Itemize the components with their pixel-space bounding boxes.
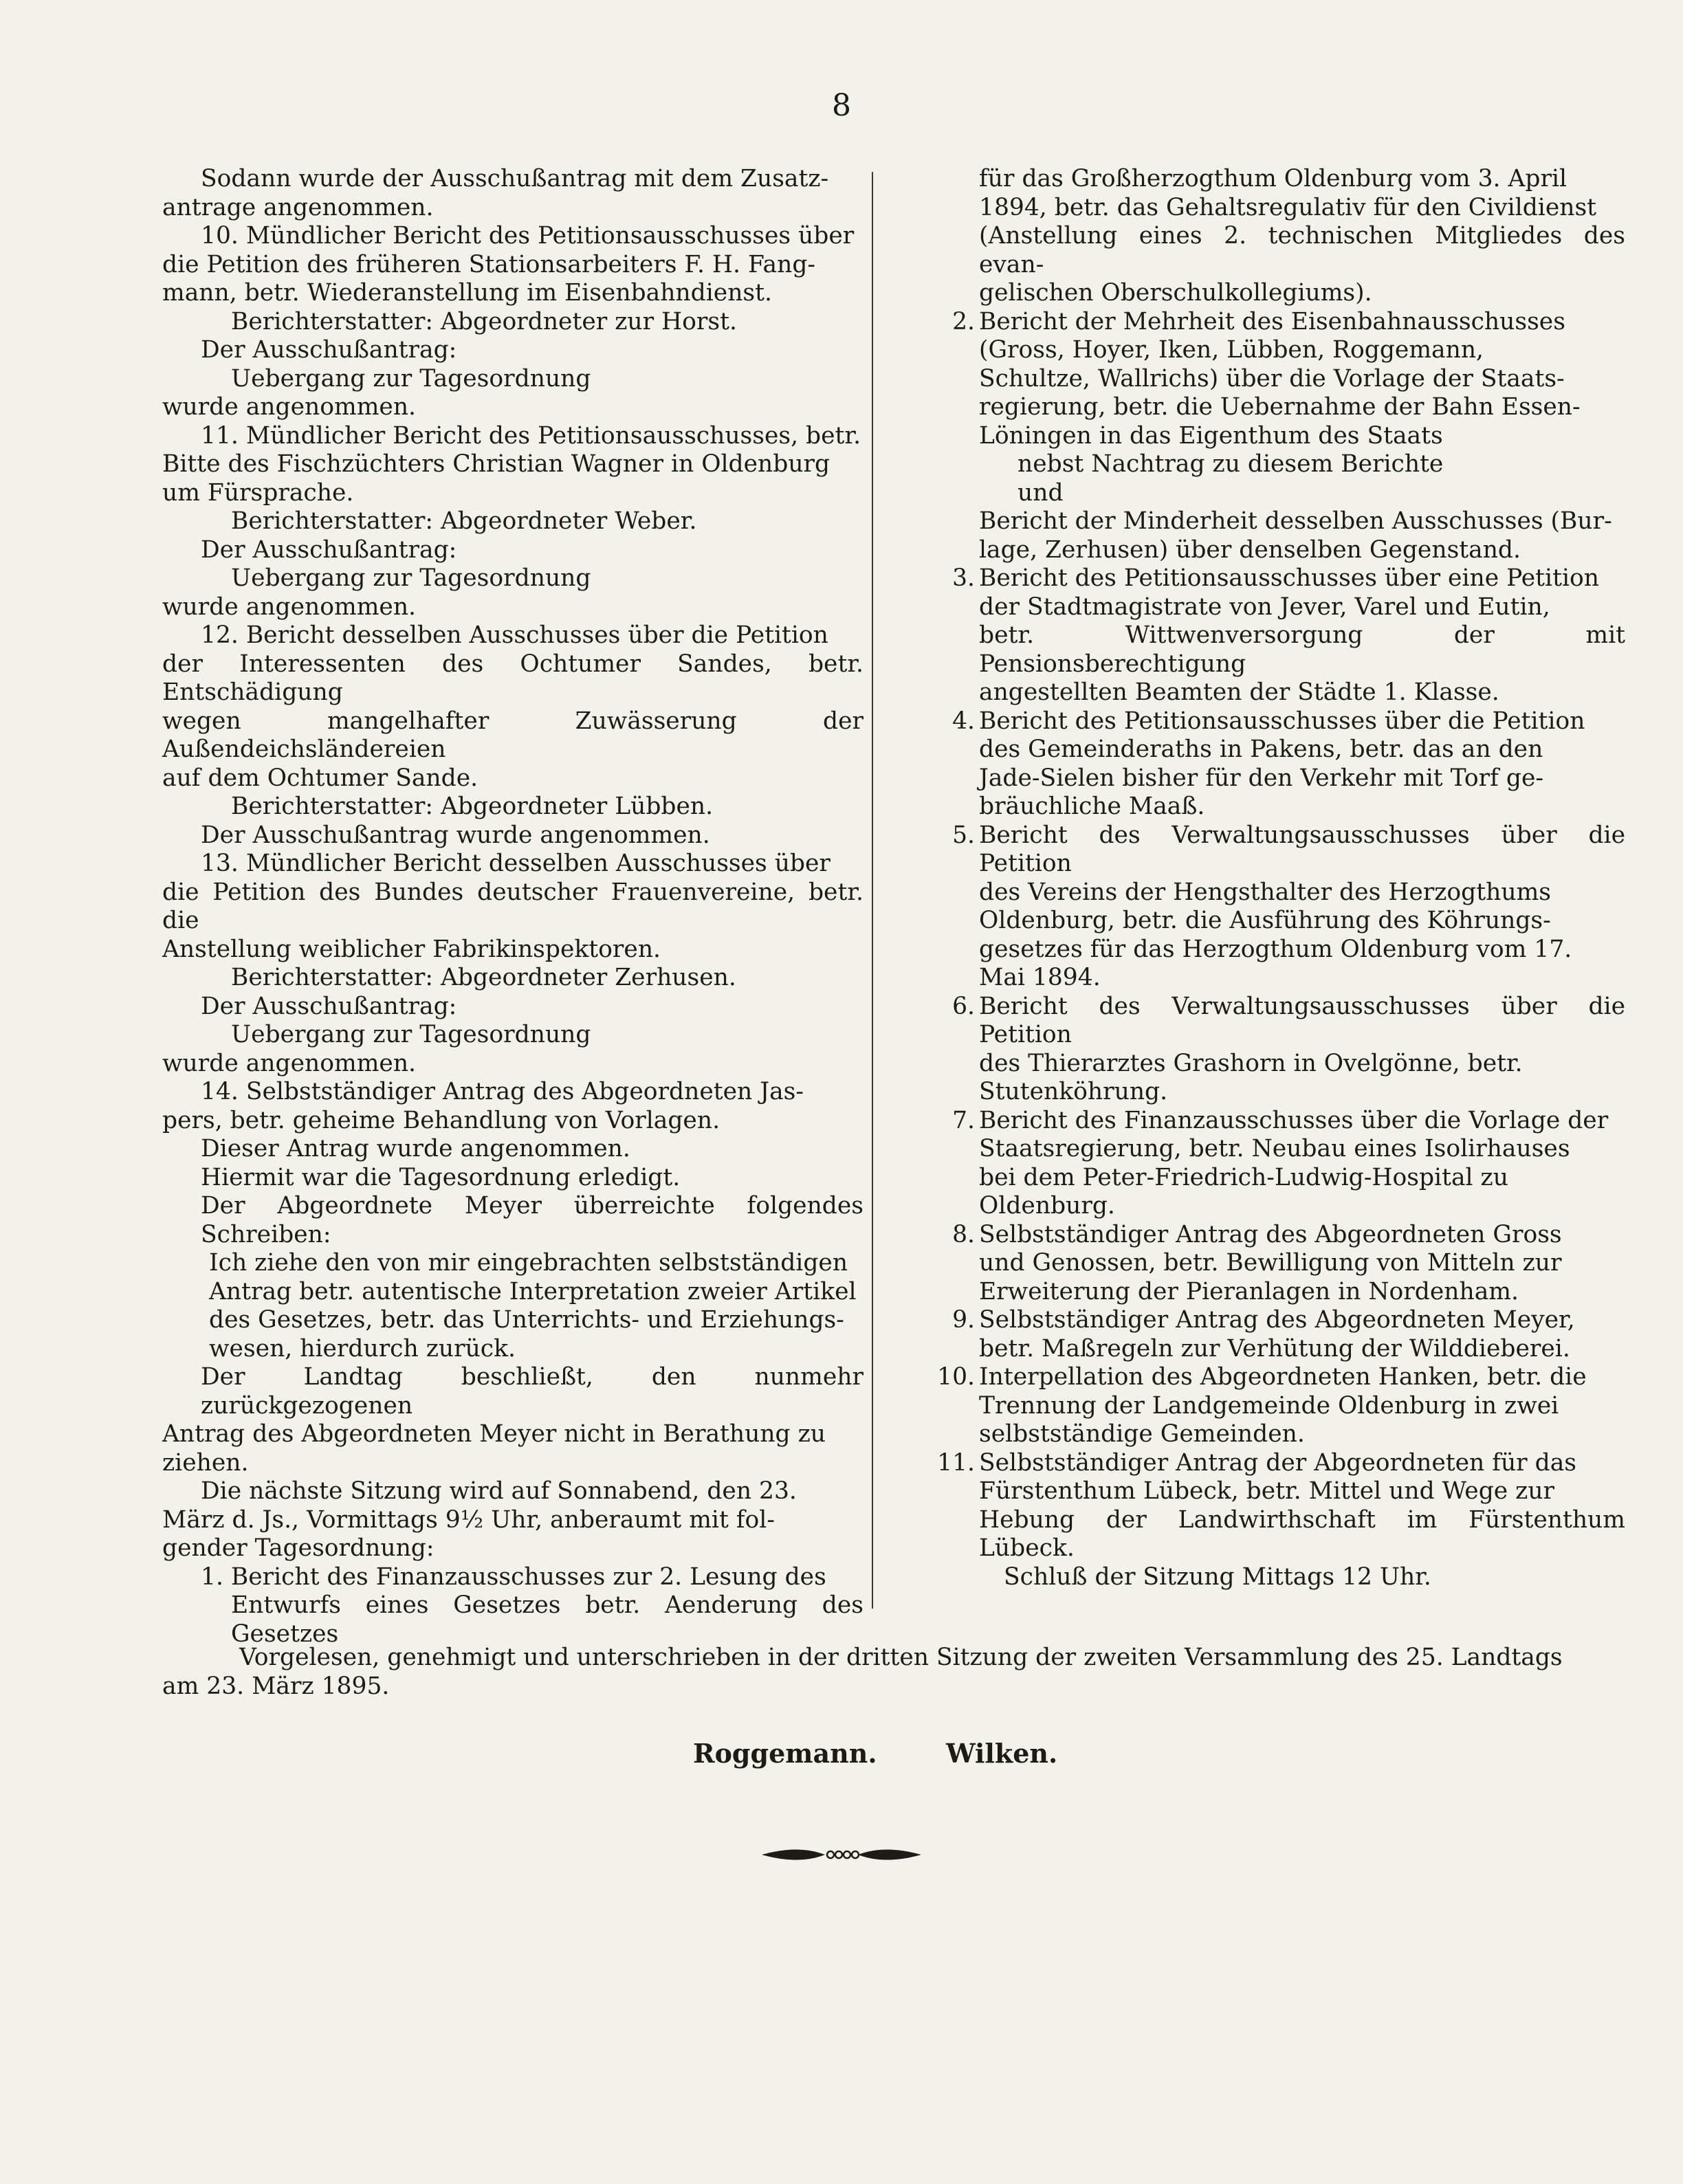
text-line: der Stadtmagistrate von Jever, Varel und Eutin, <box>979 593 1550 621</box>
text-line: des Thierarztes Grashorn in Ovelgönne, betr. <box>979 1049 1523 1077</box>
next-agenda-item-1: 1. Bericht des Finanzausschusses zur 2. Lesung des <box>201 1563 826 1591</box>
item-number: 10. <box>937 1363 975 1391</box>
text-line: Bericht der Minderheit desselben Ausschusses (Bur- <box>979 507 1612 535</box>
next-agenda-item-4 <box>913 707 1625 821</box>
text-line: Bericht des Petitionsausschusses über eine Petition <box>979 564 1599 592</box>
text-line: Bericht der Mehrheit des Eisenbahnausschusses <box>979 307 1565 335</box>
text-line: Sodann wurde der Ausschußantrag mit dem Zusatz- <box>201 165 829 192</box>
reporter-line: Berichterstatter: Abgeordneter Weber. <box>231 507 697 535</box>
text-line: Vorgelesen, genehmigt und unterschrieben in der dritten Sitzung der zweiten Versammlung des 25. Landtags <box>239 1644 1563 1671</box>
text-line: Staatsregierung, betr. Neubau eines Isolirhauses <box>979 1135 1570 1162</box>
left-column <box>162 165 864 1648</box>
text-line: Uebergang zur Tagesordnung <box>231 364 591 393</box>
agenda-item-10: 10. Mündlicher Bericht des Petitionsausschusses über <box>201 222 855 250</box>
text-line: Bericht des Petitionsausschusses über die Petition <box>979 707 1585 735</box>
text-line: des Gemeinderaths in Pakens, betr. das an den <box>979 736 1543 763</box>
text-line: selbstständige Gemeinden. <box>979 1420 1305 1448</box>
item-number: 11. <box>937 1448 975 1477</box>
text-line: Der Ausschußantrag: <box>201 336 457 364</box>
decorative-flourish-icon <box>759 1841 924 1868</box>
quoted-letter: des Gesetzes, betr. das Unterrichts- und Erziehungs- <box>209 1306 844 1334</box>
text-line: Entwurfs eines Gesetzes betr. Aenderung des Gesetzes <box>231 1591 864 1648</box>
text-line: Trennung der Landgemeinde Oldenburg in zwei <box>979 1391 1559 1420</box>
next-agenda-item-5 <box>913 821 1625 993</box>
text-line: nebst Nachtrag zu diesem Berichte <box>1018 450 1444 478</box>
text-line: Bitte des Fischzüchters Christian Wagner in Oldenburg <box>162 450 830 478</box>
text-line: Hebung der Landwirthschaft im Fürstenthum Lübeck. <box>979 1505 1625 1562</box>
text-line: März d. Js., Vormittags 9½ Uhr, anberaumt mit fol- <box>162 1505 776 1534</box>
text-line: angestellten Beamten der Städte 1. Klasse. <box>979 679 1499 706</box>
text-line: und Genossen, betr. Bewilligung von Mitteln zur <box>979 1249 1562 1277</box>
text-line: lage, Zerhusen) über denselben Gegenstand. <box>979 536 1521 564</box>
item-number: 3. <box>952 564 975 592</box>
text-line: Uebergang zur Tagesordnung <box>231 1021 591 1048</box>
quoted-letter: Ich ziehe den von mir eingebrachten selbstständigen <box>209 1249 848 1277</box>
reporter-line: Berichterstatter: Abgeordneter Lübben. <box>231 793 714 820</box>
text-line: Dieser Antrag wurde angenommen. <box>201 1135 630 1162</box>
text-line: Anstellung weiblicher Fabrikinspektoren. <box>162 935 661 963</box>
text-line: gelischen Oberschulkollegiums). <box>979 279 1372 307</box>
text-line: Antrag des Abgeordneten Meyer nicht in Berathung zu <box>162 1420 826 1448</box>
text-line: regierung, betr. die Uebernahme der Bahn Essen- <box>979 393 1581 421</box>
text-line: 1894, betr. das Gehaltsregulativ für den Civildienst <box>979 193 1597 221</box>
text-line: Selbstständiger Antrag des Abgeordneten Meyer, <box>979 1306 1575 1334</box>
session-close-line: Schluß der Sitzung Mittags 12 Uhr. <box>1004 1563 1431 1591</box>
text-line: antrage angenommen. <box>162 193 434 221</box>
text-line: Uebergang zur Tagesordnung <box>231 564 591 592</box>
text-line: betr. Wittwenversorgung der mit Pensionsberechtigung <box>979 621 1625 678</box>
reporter-line: Berichterstatter: Abgeordneter Zerhusen. <box>231 964 736 991</box>
text-line: gender Tagesordnung: <box>162 1534 434 1562</box>
right-column <box>937 165 1625 1591</box>
text-line: auf dem Ochtumer Sande. <box>162 764 478 792</box>
agenda-item-14: 14. Selbstständiger Antrag des Abgeordneten Jas- <box>201 1078 804 1105</box>
text-line: Oldenburg. <box>979 1192 1115 1220</box>
next-agenda-item-2 <box>913 308 1625 565</box>
text-line: Löningen in das Eigenthum des Staats <box>979 421 1443 450</box>
text-line: für das Großherzogthum Oldenburg vom 3. April <box>979 165 1568 192</box>
next-agenda-item-8 <box>913 1221 1625 1307</box>
agenda-item-11: 11. Mündlicher Bericht des Petitionsausschusses, betr. <box>201 421 861 450</box>
text-line: Der Ausschußantrag: <box>201 536 457 564</box>
text-line: Bericht des Finanzausschusses über die Vorlage der <box>979 1106 1609 1134</box>
text-line: am 23. März 1895. <box>162 1673 390 1700</box>
text-line: die Petition des früheren Stationsarbeiters F. H. Fang- <box>162 250 816 278</box>
next-agenda-item-10 <box>913 1363 1625 1449</box>
next-agenda-item-9 <box>913 1306 1625 1363</box>
text-line: Stutenköhrung. <box>979 1078 1168 1105</box>
text-line: Der Abgeordnete Meyer überreichte folgendes Schreiben: <box>201 1192 864 1248</box>
quoted-letter: wesen, hierdurch zurück. <box>209 1334 516 1363</box>
text-line: Der Landtag beschließt, den nunmehr zurückgezogenen <box>201 1363 864 1420</box>
text-line: gesetzes für das Herzogthum Oldenburg vom 17. <box>979 935 1572 963</box>
text-line: pers, betr. geheime Behandlung von Vorlagen. <box>162 1106 720 1134</box>
signature-roggemann: Roggemann. <box>693 1738 877 1769</box>
item-number: 4. <box>952 707 975 735</box>
text-line: Jade-Sielen bisher für den Verkehr mit Torf ge- <box>979 764 1544 792</box>
text-line: Hiermit war die Tagesordnung erledigt. <box>201 1163 681 1191</box>
text-line: Die nächste Sitzung wird auf Sonnabend, den 23. <box>201 1477 797 1505</box>
next-agenda-item-3 <box>913 564 1625 707</box>
next-agenda-item-11 <box>913 1449 1625 1563</box>
text-line: des Vereins der Hengsthalter des Herzogthums <box>979 878 1551 906</box>
text-line: Der Ausschußantrag wurde angenommen. <box>201 821 710 849</box>
text-line: Oldenburg, betr. die Ausführung des Köhrungs- <box>979 907 1551 934</box>
text-line: der Interessenten des Ochtumer Sandes, betr. Entschädigung <box>162 650 864 706</box>
item-number: 2. <box>952 307 975 335</box>
text-line: Bericht des Verwaltungsausschusses über die Petition <box>979 992 1625 1048</box>
text-line: mann, betr. Wiederanstellung im Eisenbahndienst. <box>162 279 772 307</box>
page-number: 8 <box>832 88 851 123</box>
item-number: 9. <box>952 1306 975 1334</box>
item-number: 5. <box>952 821 975 849</box>
text-line: betr. Maßregeln zur Verhütung der Wilddieberei. <box>979 1334 1570 1363</box>
text-line: Der Ausschußantrag: <box>201 992 457 1020</box>
next-agenda-item-7 <box>913 1107 1625 1221</box>
text-line: um Fürsprache. <box>162 478 354 507</box>
text-line: die Petition des Bundes deutscher Frauenvereine, betr. die <box>162 878 864 934</box>
item-number: 7. <box>952 1106 975 1134</box>
text-line: Selbstständiger Antrag des Abgeordneten Gross <box>979 1220 1562 1248</box>
column-divider <box>872 172 873 1609</box>
text-line: wurde angenommen. <box>162 593 417 621</box>
agenda-item-12: 12. Bericht desselben Ausschusses über die Petition <box>201 621 828 649</box>
text-line: wurde angenommen. <box>162 393 417 421</box>
text-line: Schultze, Wallrichs) über die Vorlage der Staats- <box>979 364 1565 393</box>
quoted-letter: Antrag betr. autentische Interpretation zweier Artikel <box>209 1277 857 1305</box>
item-number: 8. <box>952 1220 975 1248</box>
signature-wilken: Wilken. <box>946 1738 1058 1769</box>
text-line: (Gross, Hoyer, Iken, Lübben, Roggemann, <box>979 336 1484 364</box>
item-number: 6. <box>952 992 975 1020</box>
reporter-line: Berichterstatter: Abgeordneter zur Horst. <box>231 307 737 335</box>
next-agenda-item-6 <box>913 993 1625 1107</box>
text-line: Interpellation des Abgeordneten Hanken, betr. die <box>979 1363 1587 1391</box>
text-line: ziehen. <box>162 1448 249 1477</box>
text-line: Erweiterung der Pieranlagen in Nordenham. <box>979 1277 1519 1305</box>
text-line: bei dem Peter-Friedrich-Ludwig-Hospital zu <box>979 1163 1508 1191</box>
text-line: Bericht des Verwaltungsausschusses über die Petition <box>979 821 1625 877</box>
closing-statement <box>162 1643 1627 1701</box>
text-line: und <box>1018 478 1064 507</box>
text-line: bräuchliche Maaß. <box>979 793 1205 820</box>
text-line: Mai 1894. <box>979 964 1101 991</box>
text-line: wegen mangelhafter Zuwässerung der Außendeichsländereien <box>162 707 864 763</box>
text-line: Fürstenthum Lübeck, betr. Mittel und Wege zur <box>979 1477 1555 1505</box>
text-line: Selbstständiger Antrag der Abgeordneten für das <box>979 1448 1577 1477</box>
agenda-item-13: 13. Mündlicher Bericht desselben Ausschusses über <box>201 850 830 877</box>
text-line: wurde angenommen. <box>162 1049 417 1077</box>
text-line: (Anstellung eines 2. technischen Mitgliedes des evan- <box>979 222 1625 278</box>
